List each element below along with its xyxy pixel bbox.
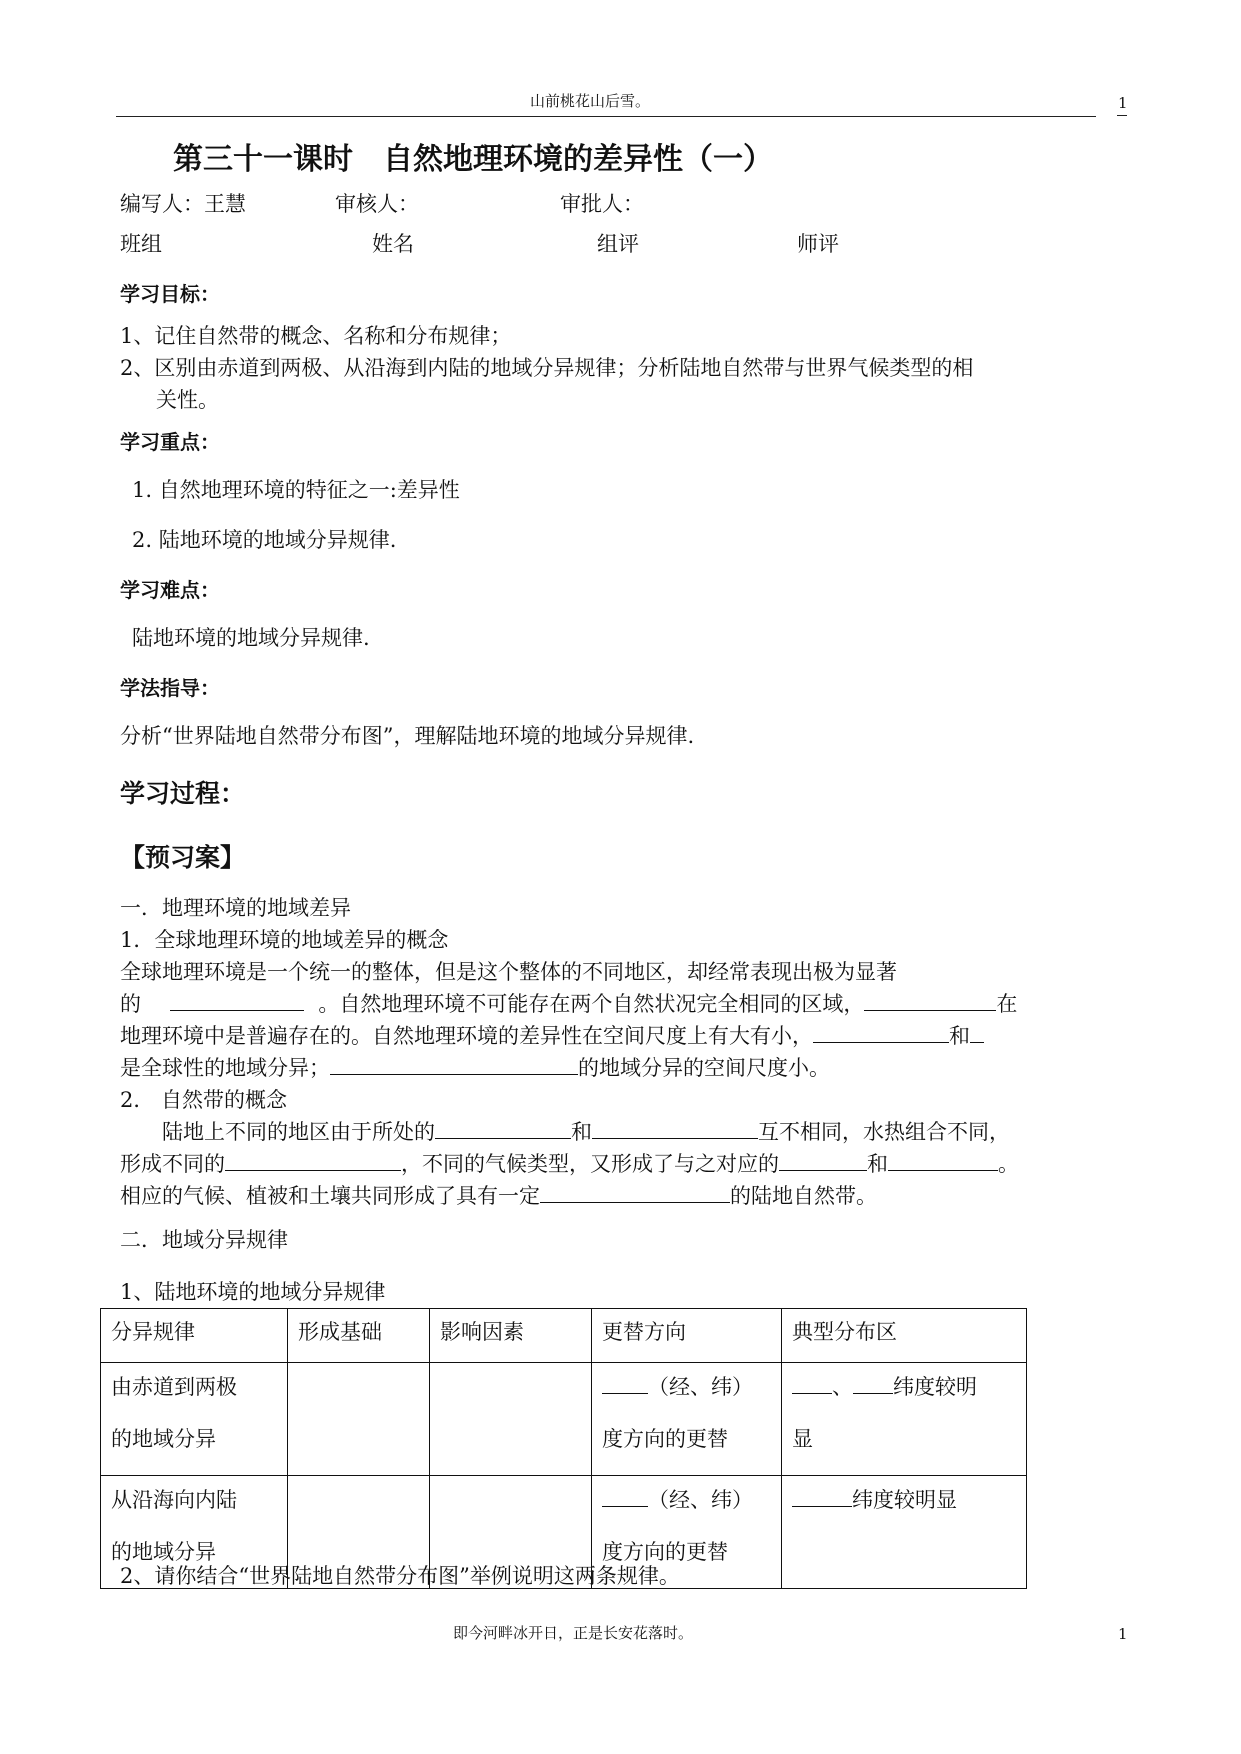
blank-global-pattern-1[interactable]: [813, 1022, 949, 1043]
objective-item-2-cont: 关性。: [156, 388, 219, 412]
objective-item-2: 2、区别由赤道到两极、从沿海到内陆的地域分异规律；分析陆地自然带与世界气候类型的相: [120, 356, 974, 380]
part1-para2-line1: [162, 1116, 1010, 1146]
para1-line3-text-b: 和: [949, 1024, 970, 1048]
part1-para1-line1: 全球地理环境是一个统一的整体，但是这个整体的不同地区，却经常表现出极为显著: [120, 960, 897, 984]
rule-cell-line: 的地域分异: [111, 1427, 216, 1451]
page-title: 第三十一课时 自然地理环境的差异性（一）: [173, 142, 773, 177]
blank-climate-types[interactable]: [225, 1150, 401, 1171]
para1-line4-text-a: 是全球性的地域分异；: [120, 1056, 330, 1080]
objectives-heading: 学习目标：: [120, 282, 220, 306]
direction-cell-line: [602, 1484, 771, 1516]
group-eval-label: 组评: [597, 232, 639, 256]
formation-basis-cell[interactable]: [288, 1363, 430, 1476]
blank-global-pattern-2[interactable]: [970, 1022, 984, 1043]
part2-heading: 二．地域分异规律: [120, 1228, 288, 1252]
blank-local-pattern[interactable]: [330, 1054, 578, 1075]
table-header-cell: 典型分布区: [782, 1309, 1027, 1363]
blank-direction[interactable]: [602, 1373, 648, 1394]
direction-cell-line: 度方向的更替: [602, 1540, 728, 1564]
approver-label: 审批人：: [560, 192, 644, 216]
blank-notable-difference[interactable]: [170, 990, 304, 1011]
table-header-cell: 分异规律: [101, 1309, 288, 1363]
blank-region[interactable]: [792, 1486, 852, 1507]
region-cell-line: [792, 1484, 1016, 1516]
teacher-eval-label: 师评: [797, 232, 839, 256]
para2-line3-text-a: 相应的气候、植被和土壤共同形成了具有一定: [120, 1184, 540, 1208]
part1-subheading-1: 1．全球地理环境的地域差异的概念: [120, 928, 449, 952]
region-cell: [782, 1476, 1027, 1589]
student-name-label: 姓名: [372, 232, 414, 256]
para2-line2-text-c: 和: [867, 1152, 888, 1176]
page-number-underline: [1117, 115, 1127, 116]
question-2: 2、请你结合“世界陆地自然带分布图”举例说明这两条规律。: [120, 1564, 680, 1588]
table-header-row: [101, 1309, 1027, 1363]
rule-cell-line: 的地域分异: [111, 1540, 216, 1564]
direction-cell: [592, 1363, 782, 1476]
process-heading: 学习过程：: [120, 779, 246, 808]
region-cell: [782, 1363, 1027, 1476]
key-point-1: 1. 自然地理环境的特征之一:差异性: [132, 478, 460, 502]
preview-heading: 【预习案】: [120, 843, 246, 872]
para1-line2-text-c: 在: [996, 992, 1018, 1016]
para2-line2-text-a: 形成不同的: [120, 1152, 225, 1176]
blank-soil[interactable]: [888, 1150, 998, 1171]
part1-heading: 一．地理环境的地域差异: [120, 896, 351, 920]
rule-cell-line: 从沿海向内陆: [111, 1488, 237, 1512]
para2-line1-text-a: 陆地上不同的地区由于所处的: [162, 1120, 435, 1144]
region-separator: 、: [832, 1375, 853, 1399]
reviewer-label: 审核人：: [335, 192, 419, 216]
direction-cell-line: 度方向的更替: [602, 1427, 728, 1451]
header-rule: [116, 116, 1096, 117]
para2-line1-text-b: 和: [571, 1120, 592, 1144]
region-cell-line: 显: [792, 1427, 813, 1451]
blank-zonal-regularity[interactable]: [540, 1182, 730, 1203]
direction-cell-line: [602, 1371, 771, 1403]
para1-line4-text-b: 的地域分异的空间尺度小。: [578, 1056, 830, 1080]
difficulty-text: 陆地环境的地域分异规律.: [132, 626, 370, 650]
rule-cell-line: 由赤道到两极: [111, 1375, 237, 1399]
key-point-2: 2. 陆地环境的地域分异规律.: [132, 528, 397, 552]
blank-direction[interactable]: [602, 1486, 648, 1507]
direction-options-text: （经、纬）: [648, 1375, 753, 1399]
method-heading: 学法指导：: [120, 676, 220, 700]
class-group-label: 班组: [120, 232, 162, 256]
part1-para1-line3: [120, 1020, 984, 1050]
para1-line2-text-a: 的: [120, 992, 141, 1016]
difficulty-heading: 学习难点：: [120, 578, 220, 602]
para2-line3-text-b: 的陆地自然带。: [730, 1184, 877, 1208]
region-text: 纬度较明显: [852, 1488, 957, 1512]
table-header-cell: 更替方向: [592, 1309, 782, 1363]
key-points-heading: 学习重点：: [120, 430, 220, 454]
objective-item-1: 1、记住自然带的概念、名称和分布规律；: [120, 324, 512, 348]
region-text: 纬度较明: [893, 1375, 977, 1399]
part1-subheading-2: 2． 自然带的概念: [120, 1088, 288, 1112]
table-row: [101, 1363, 1027, 1476]
part1-para2-line3: [120, 1180, 877, 1210]
part1-para1-line4: [120, 1052, 830, 1082]
para1-line3-text-a: 地理环境中是普遍存在的。自然地理环境的差异性在空间尺度上有大有小，: [120, 1024, 813, 1048]
footer-page-number: 1: [1118, 1625, 1128, 1643]
blank-latitude[interactable]: [435, 1118, 571, 1139]
part1-para2-line2: [120, 1148, 1019, 1178]
rule-cell: [101, 1363, 288, 1476]
method-text: 分析“世界陆地自然带分布图”，理解陆地环境的地域分异规律.: [120, 724, 695, 748]
zonation-rules-table: [100, 1308, 1027, 1589]
para1-line2-text-b: 。自然地理环境不可能存在两个自然状况完全相同的区域，: [318, 992, 865, 1016]
para2-line2-text-b: ，不同的气候类型，又形成了与之对应的: [401, 1152, 779, 1176]
table-header-cell: 形成基础: [288, 1309, 430, 1363]
blank-difference-universal[interactable]: [864, 990, 996, 1011]
header-motto: 山前桃花山后雪。: [530, 92, 651, 110]
part1-para1-line2: [120, 988, 1017, 1018]
region-cell-line: [792, 1371, 1016, 1403]
para2-line2-text-d: 。: [998, 1152, 1019, 1176]
part2-subheading-1: 1、陆地环境的地域分异规律: [120, 1280, 386, 1304]
table-header-cell: 影响因素: [430, 1309, 592, 1363]
blank-sea-land-position[interactable]: [592, 1118, 758, 1139]
blank-region-2[interactable]: [853, 1373, 893, 1394]
direction-options-text: （经、纬）: [648, 1488, 753, 1512]
writer-label: 编写人：王慧: [120, 192, 246, 216]
para2-line1-text-c: 互不相同，水热组合不同，: [758, 1120, 1010, 1144]
blank-region-1[interactable]: [792, 1373, 832, 1394]
footer-motto: 即今河畔冰开日，正是长安花落时。: [453, 1624, 694, 1642]
influence-factor-cell[interactable]: [430, 1363, 592, 1476]
blank-vegetation[interactable]: [779, 1150, 867, 1171]
header-page-number: 1: [1118, 94, 1128, 112]
